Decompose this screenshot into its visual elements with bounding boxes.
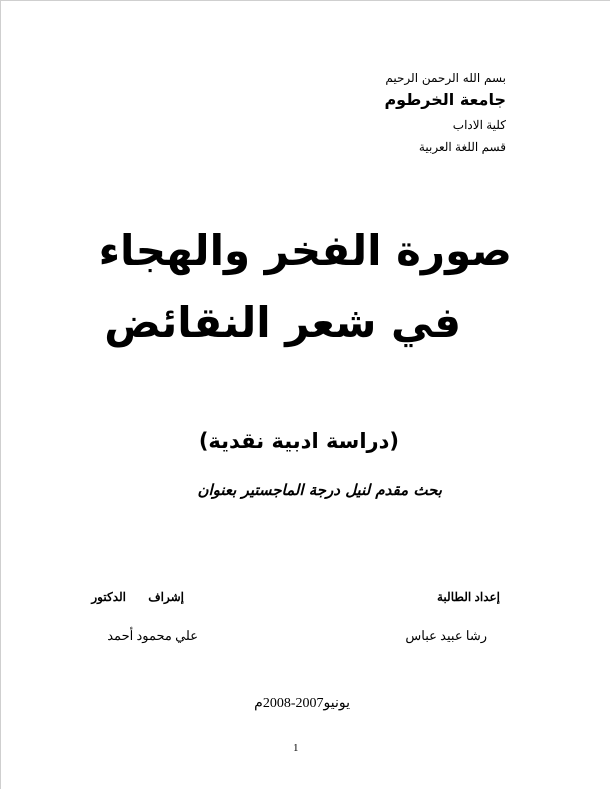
thesis-title-line-2: في شعر النقائض [104, 298, 461, 347]
faculty-name: كلية الاداب [452, 118, 506, 132]
thesis-subtitle: (دراسة ادبية نقدية) [198, 429, 399, 453]
supervision-label: إشراف [148, 590, 184, 604]
date: يونيو2007-2008م [254, 696, 350, 711]
page-number: 1 [293, 742, 299, 754]
basmala: بسم الله الرحمن الرحيم [385, 71, 506, 85]
prepared-by-label: إعداد الطالبة [436, 590, 500, 604]
research-note: بحث مقدم لنيل درجة الماجستير بعنوان [197, 481, 442, 499]
student-name: رشا عبيد عباس [405, 628, 487, 643]
university-name: جامعة الخرطوم [384, 90, 506, 109]
supervisor-name: علي محمود أحمد [107, 628, 198, 643]
department-name: قسم اللغة العربية [418, 140, 506, 154]
doctor-label: الدكتور [91, 590, 126, 604]
thesis-title-line-1: صورة الفخر والهجاء [98, 226, 512, 275]
